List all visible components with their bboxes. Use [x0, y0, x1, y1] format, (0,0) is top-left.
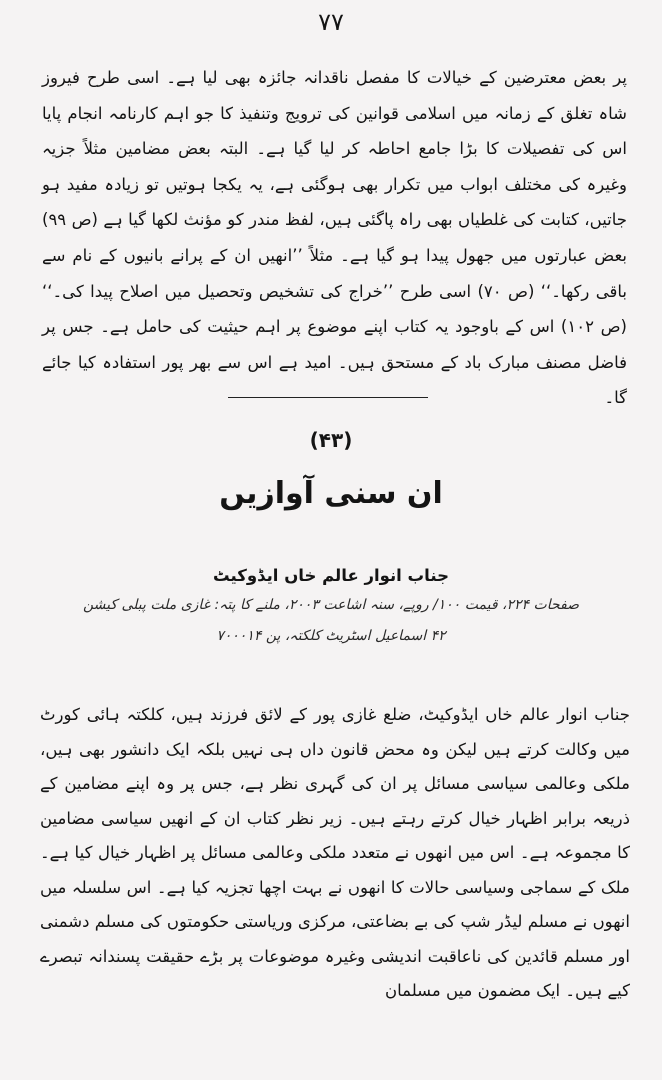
publisher-address: ۴۲ اسماعیل اسٹریٹ کلکتہ، پن ۷۰۰۰۱۴ — [216, 628, 446, 644]
review-paragraph: پر بعض معترضین کے خیالات کا مفصل ناقدانہ جائزہ بھی لیا ہے۔ اسی طرح فیروز شاہ تغلق کے زمانہ میں اسلامی قوانین کی ترویج وتنفیذ کا جو اہم کارنامہ انجام پایا اس کی تفصیلات کا بڑا جامع احاطہ کر لیا گیا ہے۔ البتہ بعض مضامین مثلاً جزیہ وغیرہ کی مختلف ابواب میں تکرار بھی ہوگئی ہے، یہ یکجا ہوتیں تو زیادہ مفید ہو جاتیں، کتابت کی غلطیاں بھی راہ پاگئی ہیں، لفظ مندر کو مؤنث لکھا گیا ہے (ص ۹۹) بعض عبارتوں میں جھول پیدا ہو گیا ہے۔ مثلاً ’’انھیں ان کے پرانے بانیوں کے نام سے باقی رکھا۔‘‘ (ص ۷۰) اسی طرح ’’خراج کی تشخیص وتحصیل میں اصلاح پیدا کی۔‘‘ (ص ۱۰۲) اس کے باوجود یہ کتاب اپنے موضوع پر اہم حیثیت کی حامل ہے۔ جس پر فاضل مصنف مبارک باد کے مستحق ہیں۔ امید ہے اس سے بھر پور استفادہ کیا جائے گا۔ — [42, 68, 627, 408]
author-line: جناب انوار عالم خاں ایڈوکیٹ — [213, 566, 449, 585]
review-body-paragraph: جناب انوار عالم خاں ایڈوکیٹ، ضلع غازی پور کے لائق فرزند ہیں، کلکتہ ہائی کورٹ میں وکالت کرتے ہیں لیکن وہ محض قانون داں ہی نہیں بلکہ ایک دانشور بھی ہیں، ملکی وعالمی سیاسی مسائل پر ان کی گہری نظر ہے، جس پر وہ اپنے مضامین کے ذریعہ برابر اظہار خیال کرتے رہتے ہیں۔ زیر نظر کتاب ان کے انھیں سیاسی مضامین کا مجموعہ ہے۔ اس میں انھوں نے متعدد ملکی وعالمی مسائل پر اظہار خیال کیا ہے۔ ملک کے سماجی وسیاسی حالات کا انھوں نے بہت اچھا تجزیہ کیا ہے۔ اس سلسلہ میں انھوں نے مسلم لیڈر شپ کی بے بضاعتی، مرکزی وریاستی حکومتوں کی مسلم دشمنی اور مسلم قائدین کی ناعاقبت اندیشی وغیرہ موضوعات پر بڑے حقیقت پسندانہ تبصرے کیے ہیں۔ ایک مضمون میں مسلمان — [40, 705, 630, 1000]
page-number: ۷۷ — [318, 8, 344, 36]
section-number: (۴۳) — [309, 428, 353, 452]
section-divider — [228, 397, 428, 398]
publication-details: صفحات ۲۲۴، قیمت ۱۰۰/ روپے، سنہ اشاعت ۲۰۰۳، ملنے کا پتہ: غازی ملت پبلی کیشن — [83, 597, 579, 613]
book-title: ان سنی آوازیں — [219, 476, 443, 511]
